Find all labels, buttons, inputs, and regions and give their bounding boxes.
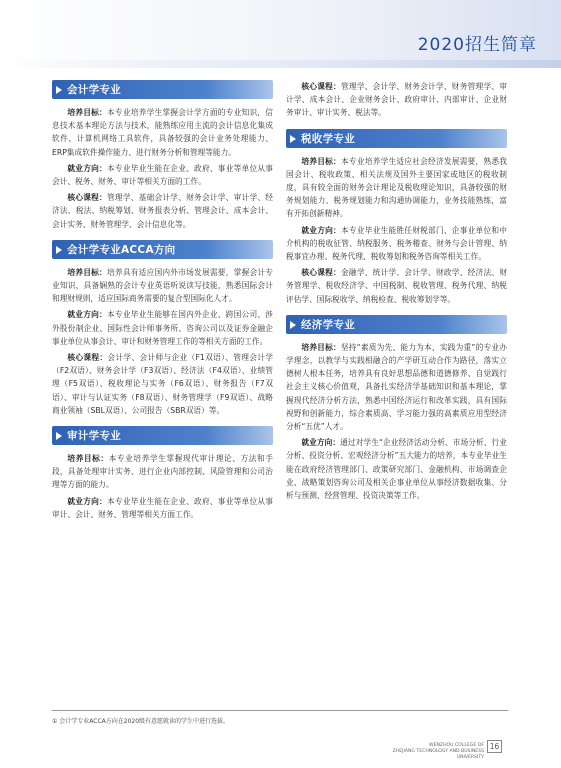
paragraph-label: 核心课程： bbox=[67, 353, 108, 363]
section-accounting-acca bbox=[52, 240, 273, 417]
paragraph-label: 核心课程： bbox=[301, 268, 341, 278]
paragraph-label: 就业方向： bbox=[67, 163, 107, 173]
footnote-divider bbox=[52, 710, 508, 711]
section-heading-text: 会计学专业ACCA方向 bbox=[67, 243, 176, 256]
paragraph bbox=[286, 341, 507, 433]
paragraph-label: 就业方向： bbox=[67, 496, 107, 506]
paragraph-label: 就业方向： bbox=[301, 438, 341, 448]
paragraph-text: 金融学、统计学、会计学、财政学、经济法、财务管理学、税收经济学、中国税制、税收管理、税务代理、纳税评估学、国际税收学、纳税检查、税收筹划学等。 bbox=[286, 268, 507, 304]
paragraph-text: 坚持“素质为先、能力为本、实践为重”的专业办学理念，以教学与实践相融合的产学研互动合作为路径，落实立德树人根本任务，培养具有良好思想品德和道德修养、自觉践行社会主义核心价值观，具备扎实经济学基础知识和基本理论，掌握现代经济分析方法，熟悉中国经济运行和改革实践，具有国际视野和创新能力，综合素质高、学习能力强的高素质应用型经济分析“五优”人才。 bbox=[286, 342, 507, 432]
paragraph bbox=[52, 452, 273, 492]
paragraph-text: 本专业毕业生能在企业、政府、事业等单位从事审计、会计、财务、管理等相关方面工作。 bbox=[52, 496, 273, 519]
paragraph-text: 本专业毕业生能够在国内外企业、跨国公司、涉外股份制企业、国际性会计师事务所、咨询公司以及证券金融企事业单位从事会计、审计和财务管理工作的等相关方面的工作。 bbox=[52, 310, 273, 346]
paragraph bbox=[286, 80, 507, 120]
triangle-bullet-icon bbox=[56, 86, 62, 94]
paragraph-text: 本专业毕业生能胜任财税部门、企事业单位和中介机构的税收征管、纳税服务、税务稽查、财务与会计管理、纳税事宜办理、税务代理、税收筹划和税务咨询等相关工作。 bbox=[286, 225, 507, 262]
triangle-bullet-icon bbox=[290, 135, 296, 143]
paragraph-label: 就业方向： bbox=[67, 310, 107, 320]
paragraph bbox=[52, 266, 273, 306]
paragraph-text: 管理学、会计学、财务会计学、财务管理学、审计学、成本会计、企业财务会计、政府审计、内部审计、企业财务审计、审计实务、税法等。 bbox=[286, 82, 507, 118]
paragraph-text: 本专业培养学生掌握现代审计理论、方法和手段，具备处理审计实务、进行企业内部控制、风险管理和公司治理等方面的能力。 bbox=[52, 454, 273, 490]
paragraph bbox=[52, 191, 273, 231]
footnote: ① 会计学专业ACCA方向在2020级有意愿就读的学生中进行选拔。 bbox=[52, 718, 230, 725]
paragraph-label: 培养目标： bbox=[301, 156, 341, 166]
section-auditing-continued bbox=[286, 80, 507, 120]
page-title: 2020招生简章 bbox=[417, 35, 537, 55]
section-heading bbox=[52, 426, 273, 445]
paragraph-text: 会计学、会计师与企业（F1双语）、管理会计学（F2双语）、财务会计学（F3双语）、经济法（F4双语）、业绩管理（F5双语）、税收理论与实务（F6双语）、财务报告（F7双语）、审计与认证实务（F8双语）、财务管理学（F9双语）、战略商业领袖（SBL双语）、公司报告（SBR双语）等。 bbox=[52, 353, 273, 415]
paragraph-text: 本专业培养学生掌握会计学方面的专业知识，信息技术基本理论方法与技术，能熟练应用主流的会计信息化集成软件、计算机网络工具软件，具备较强的会计业务处理能力、ERP集成软件操作能力、进行财务分析和管理等能力。 bbox=[52, 108, 273, 157]
paragraph-text: 管理学、基础会计学、财务会计学、审计学、经济法、税法、纳税筹划、财务报表分析、管理会计、成本会计、会计实务、财务管理学、会计信息化等。 bbox=[52, 193, 273, 229]
paragraph-label: 培养目标： bbox=[67, 267, 107, 277]
section-heading bbox=[52, 240, 273, 259]
section-auditing bbox=[52, 426, 273, 521]
right-column bbox=[286, 80, 507, 511]
paragraph-label: 培养目标： bbox=[301, 342, 341, 352]
paragraph-label: 核心课程： bbox=[301, 82, 341, 91]
paragraph bbox=[52, 162, 273, 188]
paragraph-text: 通过对学生“企业经济活动分析、市场分析、行业分析、投资分析、宏观经济分析”五大能力的培养，本专业毕业生能在政府经济管理部门、政策研究部门、金融机构、市场调查企业、战略策划咨询公司及相关企事业单位从事经济数据收集、分析与预测、经营管理、投资决策等工作。 bbox=[286, 438, 507, 501]
section-economics bbox=[286, 315, 507, 502]
paragraph bbox=[52, 106, 273, 159]
triangle-bullet-icon bbox=[56, 246, 62, 254]
paragraph-label: 培养目标： bbox=[67, 454, 109, 464]
page-number: 16 bbox=[487, 740, 502, 753]
paragraph bbox=[286, 155, 507, 221]
school-name-line: ZHEJIANG TECHNOLOGY AND BUSINESS UNIVERSITY bbox=[392, 749, 484, 760]
section-taxation bbox=[286, 129, 507, 306]
section-heading-text: 审计学专业 bbox=[67, 430, 121, 443]
section-heading-text: 会计学专业 bbox=[67, 84, 121, 96]
paragraph bbox=[52, 495, 273, 521]
triangle-bullet-icon bbox=[56, 432, 62, 440]
section-accounting bbox=[52, 80, 273, 231]
section-heading-text: 经济学专业 bbox=[301, 318, 355, 331]
section-heading bbox=[286, 315, 507, 334]
triangle-bullet-icon bbox=[290, 321, 296, 329]
paragraph bbox=[52, 308, 273, 348]
paragraph-label: 核心课程： bbox=[67, 193, 107, 203]
school-name bbox=[380, 743, 484, 761]
paragraph-label: 就业方向： bbox=[301, 225, 341, 235]
school-name-line: WENZHOU COLLEGE OF bbox=[429, 743, 484, 748]
section-heading bbox=[52, 80, 273, 99]
paragraph-text: 培养具有适应国内外市场发展需要，掌握会计专业知识，具备娴熟的会计专业英语听说读写技能，熟悉国际会计和理财规则，适应国际商务需要的复合型国际化人才。 bbox=[52, 267, 273, 304]
paragraph-text: 本专业培养学生适应社会经济发展需要，熟悉我国会计、税收政策、相关法规及国外主要国家或地区的税收制度，具有较全面的财务会计理论及税收理论知识，具备较强的财务规划能力、税务规划能力和沟通协调能力，业务技能熟练，富有开拓创新精神。 bbox=[286, 156, 507, 219]
section-heading-text: 税收学专业 bbox=[301, 132, 355, 145]
left-column bbox=[52, 80, 273, 530]
paragraph bbox=[286, 224, 507, 264]
section-heading bbox=[286, 129, 507, 148]
paragraph-label: 培养目标： bbox=[67, 108, 107, 117]
paragraph bbox=[52, 351, 273, 417]
paragraph bbox=[286, 436, 507, 502]
paragraph bbox=[286, 266, 507, 306]
paragraph-text: 本专业毕业生能在企业、政府、事业等单位从事会计、税务、财务、审计等相关方面的工作。 bbox=[52, 163, 273, 187]
